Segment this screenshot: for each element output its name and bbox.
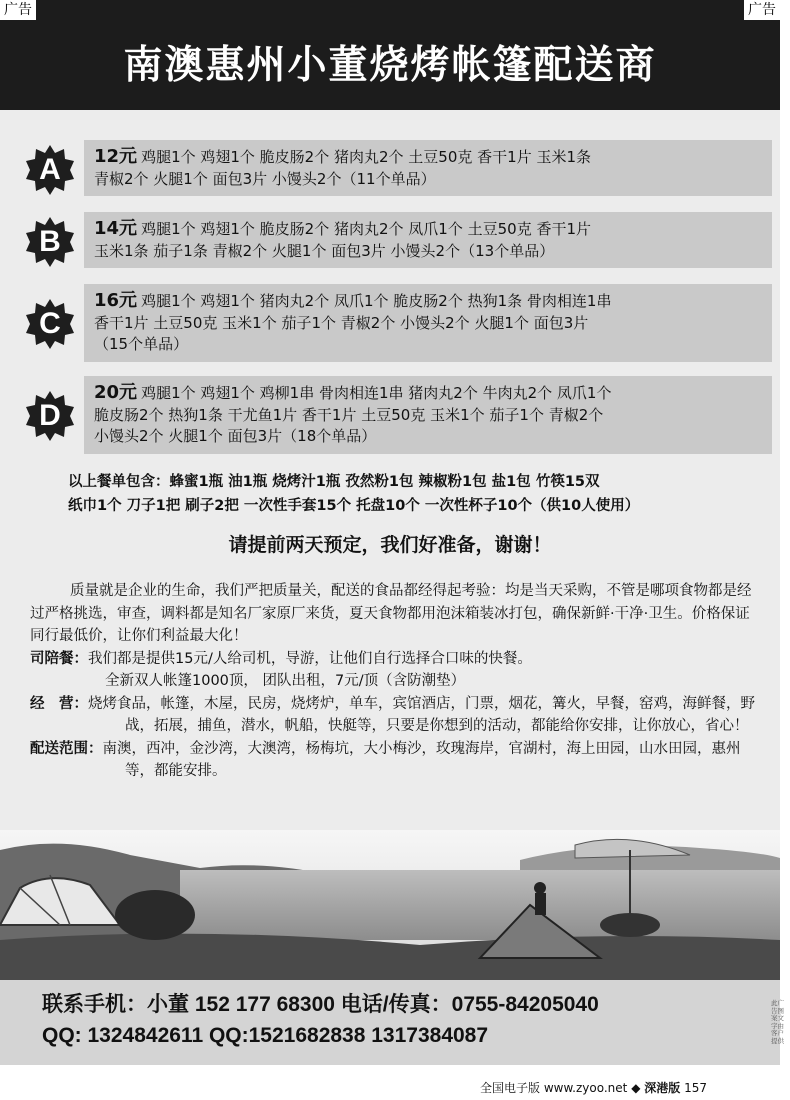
person-body bbox=[535, 893, 546, 915]
side-note: 此广告图案文字由客户提供 bbox=[771, 999, 784, 1045]
ad-tag-right: 广告 bbox=[744, 0, 780, 20]
business-text: 烧烤食品，帐篷，木屋，民房，烧烤炉，单车，宾馆酒店，门票，烟花，篝火，早餐，窑鸡，海鲜餐，野战，拓展，捕鱼，潜水，帆船，快艇等，只要是你想到的活动，都能给你安排，让你放心，省心！ bbox=[88, 695, 755, 734]
quality-paragraph: 质量就是企业的生命，我们严把质量关，配送的食品都经得起考验：均是当天采购，不管是哪项食物都是经过严格挑选，审查，调料都是知名厂家原厂来货，夏天食物都用泡沫箱装冰打包，确保新鲜·干净·卫生。价格保证同行最低价，让你们利益最大化！ bbox=[30, 583, 752, 644]
package-line-3: 小馒头2个 火腿1个 面包3片（18个单品） bbox=[94, 427, 377, 445]
booking-notice: 请提前两天预定，我们好准备，谢谢！ bbox=[228, 534, 552, 556]
includes-line-1: 以上餐单包含：蜂蜜1瓶 油1瓶 烧烤汁1瓶 孜然粉1包 辣椒粉1包 盐1包 竹筷15双 bbox=[68, 474, 600, 490]
package-price: 12元 bbox=[94, 146, 138, 167]
package-line-1 bbox=[94, 382, 762, 405]
package-badge-c bbox=[24, 298, 76, 350]
campers-right bbox=[600, 913, 660, 937]
driver-meal-row bbox=[30, 648, 760, 671]
footer-edition: 深港版 bbox=[644, 1081, 681, 1095]
package-price: 20元 bbox=[94, 382, 138, 403]
package-price: 14元 bbox=[94, 218, 138, 239]
contact-bar bbox=[0, 980, 780, 1065]
package-a bbox=[24, 140, 772, 200]
edition-icon: ◆ bbox=[631, 1081, 641, 1095]
page-number: 157 bbox=[684, 1081, 707, 1095]
contact-phone: 联系手机：小董 152 177 68300 电话/传真：0755-84205040 bbox=[42, 993, 599, 1016]
package-letter: D bbox=[39, 399, 61, 432]
package-items: 鸡腿1个 鸡翅1个 脆皮肠2个 猪肉丸2个 凤爪1个 土豆50克 香干1片 bbox=[141, 220, 592, 238]
lake bbox=[180, 870, 780, 940]
business-row bbox=[30, 693, 760, 738]
title-banner bbox=[0, 0, 780, 110]
package-items: 鸡腿1个 鸡翅1个 脆皮肠2个 猪肉丸2个 土豆50克 香干1片 玉米1条 bbox=[141, 148, 592, 166]
package-d bbox=[24, 376, 772, 456]
package-b bbox=[24, 212, 772, 272]
campers-group bbox=[115, 890, 195, 940]
person-standing bbox=[534, 882, 546, 894]
package-includes bbox=[68, 470, 768, 518]
package-letter: C bbox=[39, 307, 61, 340]
package-letter: A bbox=[39, 153, 61, 186]
package-line-1 bbox=[94, 146, 762, 169]
package-items: 鸡腿1个 鸡翅1个 猪肉丸2个 凤爪1个 脆皮肠2个 热狗1条 骨肉相连1串 bbox=[141, 292, 612, 310]
camping-photo bbox=[0, 830, 780, 980]
includes-line-2: 纸巾1个 刀子1把 刷子2把 一次性手套15个 托盘10个 一次性杯子10个（供10人使用） bbox=[68, 498, 640, 514]
package-details bbox=[84, 140, 772, 196]
package-badge-d bbox=[24, 390, 76, 442]
package-line-2: 青椒2个 火腿1个 面包3片 小馒头2个（11个单品） bbox=[94, 169, 436, 188]
contact-qq: QQ: 1324842611 QQ:1521682838 1317384087 bbox=[42, 1024, 489, 1047]
business-label: 经 营： bbox=[30, 695, 88, 712]
package-line-1 bbox=[94, 218, 762, 241]
tent-rental-text: 全新双人帐篷1000顶， 团队出租，7元/顶（含防潮垫） bbox=[105, 673, 466, 689]
package-badge-b bbox=[24, 216, 76, 268]
delivery-row bbox=[30, 738, 760, 783]
package-line-2: 玉米1条 茄子1条 青椒2个 火腿1个 面包3片 小馒头2个（13个单品） bbox=[94, 241, 555, 260]
package-items: 鸡腿1个 鸡翅1个 鸡柳1串 骨肉相连1串 猪肉丸2个 牛肉丸2个 凤爪1个 bbox=[141, 384, 612, 402]
package-line-3: （15个单品） bbox=[94, 335, 189, 353]
package-badge-a bbox=[24, 144, 76, 196]
delivery-text: 南澳，西冲，金沙湾，大澳湾，杨梅坑，大小梅沙，玫瑰海岸，官湖村，海上田园，山水田园，惠州等，都能安排。 bbox=[102, 740, 741, 779]
package-letter: B bbox=[39, 225, 61, 258]
package-c bbox=[24, 284, 772, 364]
delivery-label: 配送范围： bbox=[30, 740, 103, 757]
package-line-1 bbox=[94, 290, 762, 313]
package-details bbox=[84, 376, 772, 454]
page-footer bbox=[480, 1079, 707, 1096]
package-details bbox=[84, 212, 772, 268]
service-description bbox=[30, 580, 760, 783]
package-line-2: 香干1片 土豆50克 玉米1个 茄子1个 青椒2个 小馒头2个 火腿1个 面包3片 bbox=[94, 313, 589, 332]
package-line-2: 脆皮肠2个 热狗1条 干尤鱼1片 香干1片 土豆50克 玉米1个 茄子1个 青椒2个 bbox=[94, 405, 604, 424]
package-price: 16元 bbox=[94, 290, 138, 311]
package-details bbox=[84, 284, 772, 362]
driver-meal-text: 我们都是提供15元/人给司机，导游，让他们自行选择合口味的快餐。 bbox=[88, 650, 532, 667]
footer-site: 全国电子版 www.zyoo.net bbox=[480, 1081, 628, 1095]
driver-meal-label: 司陪餐： bbox=[30, 650, 88, 667]
page-title: 南澳惠州小董烧烤帐篷配送商 bbox=[123, 43, 657, 88]
ad-tag-left: 广告 bbox=[0, 0, 36, 20]
